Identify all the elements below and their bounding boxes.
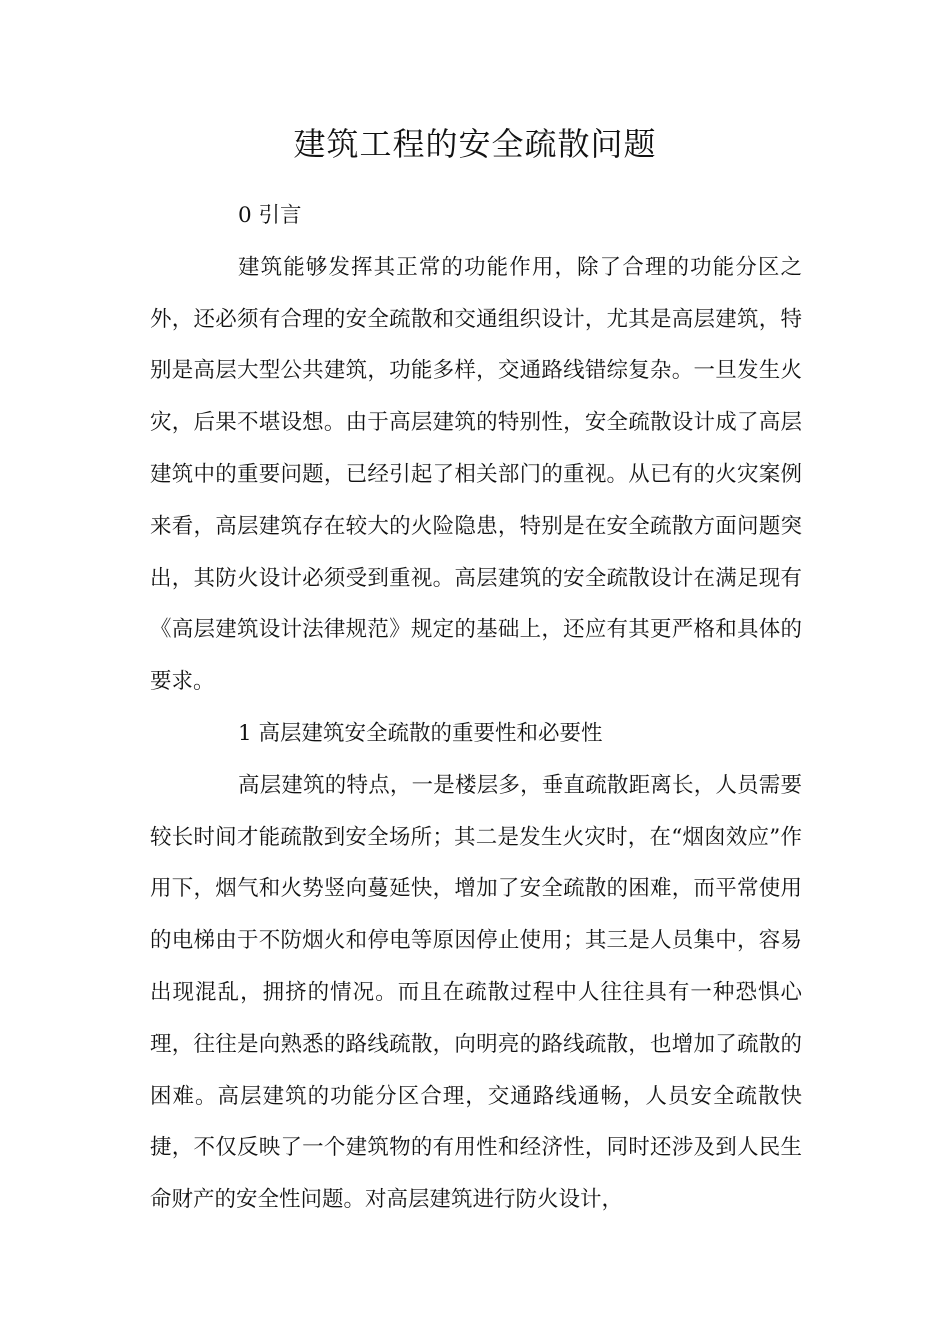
paragraph-introduction: 建筑能够发挥其正常的功能作用，除了合理的功能分区之外，还必须有合理的安全疏散和交通组织设计，尤其是高层建筑，特别是高层大型公共建筑，功能多样，交通路线错综复杂。一旦发生火灾，后果不堪设想。由于高层建筑的特别性，安全疏散设计成了高层建筑中的重要问题，已经引起了相关部门的重视。从已有的火灾案例来看，高层建筑存在较大的火险隐患，特别是在安全疏散方面问题突出，其防火设计必须受到重视。高层建筑的安全疏散设计在满足现有《高层建筑设计法律规范》规定的基础上，还应有其更严格和具体的要求。	[150, 254, 802, 695]
section-heading-importance: 1 高层建筑安全疏散的重要性和必要性	[238, 720, 603, 746]
document-body	[150, 190, 802, 1226]
paragraph-importance: 高层建筑的特点，一是楼层多，垂直疏散距离长，人员需要较长时间才能疏散到安全场所；其二是发生火灾时，在“烟囱效应”作用下，烟气和火势竖向蔓延快，增加了安全疏散的困难，而平常使用的电梯由于不防烟火和停电等原因停止使用；其三是人员集中，容易出现混乱，拥挤的情况。而且在疏散过程中人往往具有一种恐惧心理，往往是向熟悉的路线疏散，向明亮的路线疏散，也增加了疏散的困难。高层建筑的功能分区合理，交通路线通畅，人员安全疏散快捷，不仅反映了一个建筑物的有用性和经济性，同时还涉及到人民生命财产的安全性问题。对高层建筑进行防火设计，	[150, 772, 802, 1213]
section-heading-introduction: 0 引言	[238, 203, 302, 228]
document-title: 建筑工程的安全疏散问题	[293, 125, 657, 163]
